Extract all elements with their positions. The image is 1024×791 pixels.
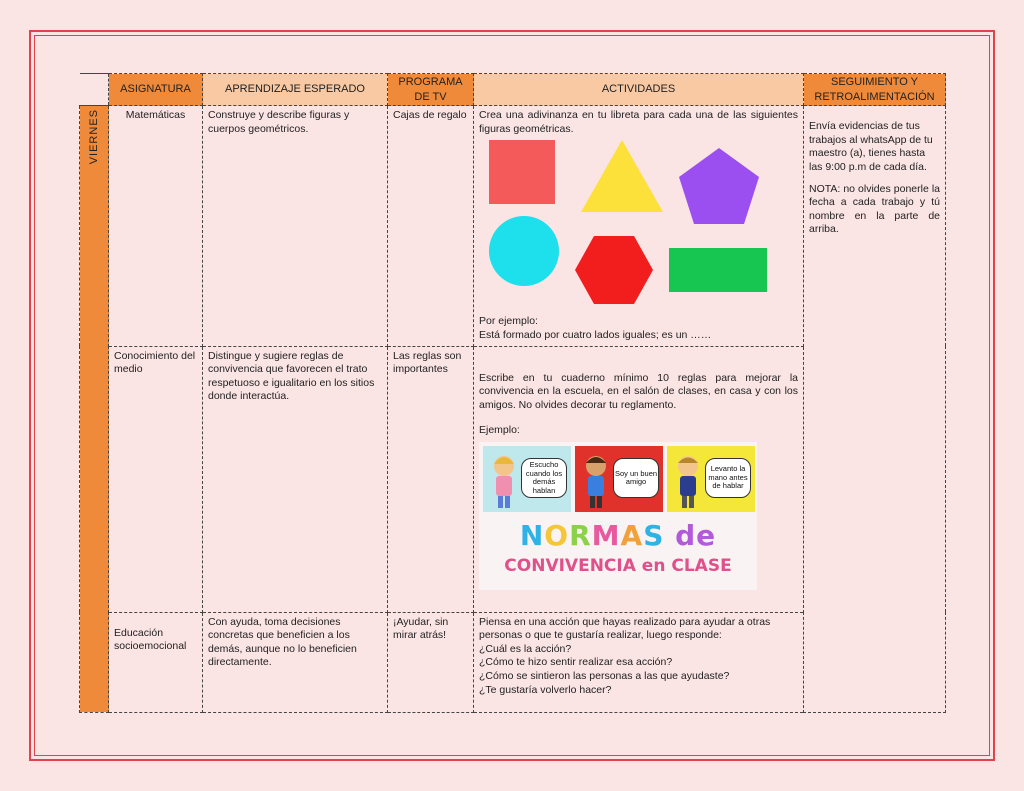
header-row [80,74,946,106]
cell-programa: Las reglas son importantes [388,346,474,612]
cell-actividades [474,612,804,712]
table-row [80,106,946,347]
geometric-shapes [479,140,798,315]
activity-intro: Escribe en tu cuaderno mínimo 10 reglas para mejorar la convivencia en la escuela, en el salón de clases, en casa y con los amigos. No olvides decorar tu reglamento. [479,371,798,411]
child-figure-icon [489,454,519,510]
header-actividades: ACTIVIDADES [474,74,804,106]
poster-title: NORMAS de [519,519,717,553]
question-item: ¿Cómo se sintieron las personas a las que ayudaste? [479,670,730,683]
poster-panel-3 [667,446,755,512]
cell-asignatura: Educación socioemocional [109,612,203,712]
question-item: ¿Cuál es la acción? [479,642,572,655]
activity-intro: Crea una adivinanza en tu libreta para cada una de las siguientes figuras geométricas. [479,109,798,135]
header-seguimiento: SEGUIMIENTO Y RETROALIMENTACIÓN [804,74,946,106]
day-label: VIERNES [87,109,100,165]
header-programa: PROGRAMA DE TV [388,74,474,106]
cell-seguimiento [804,106,946,713]
activity-intro: Piensa en una acción que hayas realizado para ayudar a otras personas o que te gustaría realizar, luego responde: [479,615,771,642]
cell-actividades [474,346,804,612]
poster-bubble-1: Escucho cuando los demás hablan [521,458,567,498]
seguimiento-text: Envía evidencias de tus trabajos al whatsApp de tu maestro (a), tienes hasta las 9:00 p.m de cada día. [809,120,933,173]
triangle-shape [581,140,663,212]
example-label: Ejemplo: [479,424,520,437]
seguimiento-note: NOTA: no olvides ponerle la fecha a cada trabajo y tú nombre en la parte de arriba. [809,182,940,236]
square-shape [489,140,557,206]
cell-aprendizaje: Con ayuda, toma decisiones concretas que beneficien a los demás, aunque no lo beneficien directamente. [203,612,388,712]
header-asignatura: ASIGNATURA [109,74,203,106]
cell-asignatura: Conocimiento del medio [109,346,203,612]
rectangle-shape [669,248,769,294]
example-text: Está formado por cuatro lados iguales; es un …… [479,328,712,341]
cell-aprendizaje: Construye y describe figuras y cuerpos geométricos. [203,106,388,347]
cell-asignatura: Matemáticas [109,106,203,347]
poster-panel-1 [483,446,571,512]
cell-actividades [474,106,804,347]
day-cell [80,106,109,713]
hexagon-shape [575,236,653,304]
boy-figure-icon [673,454,703,510]
question-item: ¿Cómo te hizo sentir realizar esa acción? [479,656,673,669]
pentagon-shape [679,148,759,224]
header-corner [80,74,109,106]
cell-programa: ¡Ayudar, sin mirar atrás! [388,612,474,712]
poster-bubble-3: Levanto la mano antes de hablar [705,458,751,498]
cell-aprendizaje: Distingue y sugiere reglas de convivencia que favorecen el trato respetuoso e igualitario en los sitios donde interactúa. [203,346,388,612]
question-item: ¿Te gustaría volverlo hacer? [479,683,612,696]
poster-subtitle: CONVIVENCIA en CLASE [504,556,732,577]
poster-bubble-2: Soy un buen amigo [613,458,659,498]
cell-programa: Cajas de regalo [388,106,474,347]
lesson-plan-table [79,73,946,713]
normas-poster-image [479,442,757,590]
circle-shape [489,216,559,286]
children-figure-icon [581,454,611,510]
example-label: Por ejemplo: [479,315,538,328]
header-aprendizaje: APRENDIZAJE ESPERADO [203,74,388,106]
poster-panel-2 [575,446,663,512]
